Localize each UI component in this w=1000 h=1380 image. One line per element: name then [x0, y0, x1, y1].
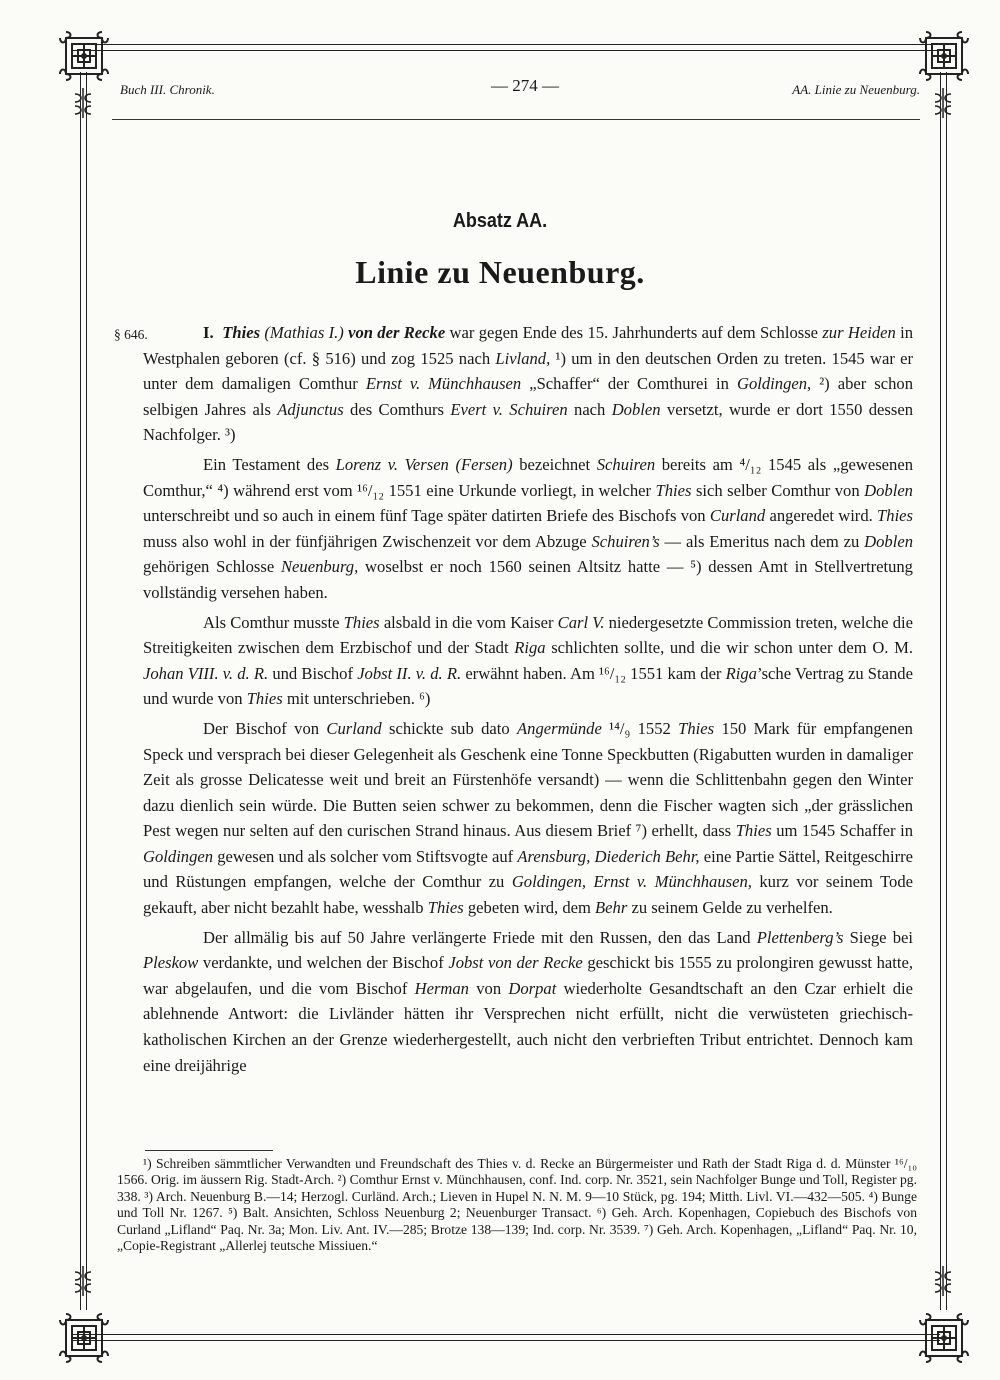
- side-ornament-icon: [70, 1264, 96, 1298]
- paragraph: Der Bischof von Curland schickte sub dato Angermünde ¹⁴/₉ 1552 Thies 150 Mark für empfangenen Speck und versprach bei dieser Gelegenheit als Geschenk eine Tonne Speckbutten (Rigabutten wurden in damaliger Zeit als grosse Delicatesse weit und breit an Fürstenhöfe versandt) — wenn die Schlittenbahn gegen den Winter dazu dienlich sein würde. Die Butten seien schwer zu bekommen, denn die Fischer wagten sich „der grässlichen Pest wegen nur selten auf den curischen Strand hinaus. Aus diesem Brief ⁷) erhellt, dass Thies um 1545 Schaffer in Goldingen gewesen und als solcher vom Stiftsvogte auf Arensburg, Diederich Behr, eine Partie Sättel, Reitgeschirre und Rüstungen empfangen, welche der Comthur zu Goldingen, Ernst v. Münchhausen, kurz vor seinem Tode gekauft, aber nicht bezahlt habe, wesshalb Thies gebeten wird, dem Behr zu seinem Gelde zu verhelfen.: [143, 718, 914, 918]
- section-mark: § 646.: [114, 327, 148, 342]
- side-ornament-icon: [70, 86, 96, 120]
- corner-ornament-icon: [52, 1306, 116, 1370]
- running-head-left: Buch III. Chronik.: [120, 82, 215, 97]
- side-ornament-icon: [930, 86, 956, 120]
- body-text: [143, 320, 913, 1082]
- frame-top-rule: [72, 44, 940, 51]
- chapter-title: Linie zu Neuenburg.: [355, 254, 645, 290]
- section-heading: Absatz AA.: [452, 210, 548, 232]
- paragraph: I. Thies (Mathias I.) von der Recke war gegen Ende des 15. Jahrhunderts auf dem Schlosse zur Heiden in Westphalen geboren (cf. § 516) und zog 1525 nach Livland, ¹) um in den deutschen Orden zu treten. 1545 war er unter dem damaligen Comthur Ernst v. Münchhausen „Schaffer“ der Comthurei in Goldingen, ²) aber schon selbigen Jahres als Adjunctus des Comthurs Evert v. Schuiren nach Doblen versetzt, wurde er dort 1550 dessen Nachfolger. ³): [143, 323, 913, 445]
- paragraph: Der allmälig bis auf 50 Jahre verlängerte Friede mit den Russen, den das Land Plettenberg’s Siege bei Pleskow verdankte, und welchen der Bischof Jobst von der Recke geschickt bis 1555 zu prolongiren gewusst hatte, war abgelaufen, und die vom Bischof Herman von Dorpat wiederholte Gesandtschaft an den Czar erhielt die ablehnende Antwort: die Livländer hätten ihr Versprechen nicht erfüllt, nicht die verwüsteten griechisch-katholischen Kirchen an der Grenze wiederhergestellt, auch nicht den verbrieften Tribut entrichtet. Dennoch kam eine dreijährige: [143, 927, 913, 1075]
- footnote-rule: [145, 1150, 273, 1151]
- running-head-right: AA. Linie zu Neuenburg.: [792, 82, 920, 97]
- corner-ornament-icon: [912, 1306, 976, 1370]
- side-ornament-icon: [930, 1264, 956, 1298]
- footnotes: ¹) Schreiben sämmtlicher Verwandten und Freundschaft des Thies v. d. Recke an Bürgermeister und Rath der Stadt Riga d. d. Münster ¹⁶/₁₀ 1566. Orig. im äussern Rig. Stadt-Arch. ²) Comthur Ernst v. Münchhausen, conf. Ind. corp. Nr. 3521, sein Nachfolger Bunge und Toll, Register pg. 338. ³) Arch. Neuenburg B.—14; Herzogl. Curländ. Arch.; Lieven in Hupel N. N. M. 9—10 Stück, pg. 194; Mitth. Livl. VI.—432—505. ⁴) Bunge und Toll Nr. 1267. ⁵) Balt. Ansichten, Schloss Neuenburg 2; Neuenburger Transact. ⁶) Geh. Arch. Kopenhagen, Copiebuch des Bischofs von Curland „Lifland“ Paq. Nr. 3a; Mon. Liv. Ant. IV.—285; Brotze 138—139; Ind. corp. Nr. 3539. ⁷) Geh. Arch. Kopenhagen, „Lifland“ Paq. Nr. 10, „Copie-Registrant „Allerlej teutsche Missiuen.“: [117, 1156, 917, 1254]
- running-head: [120, 76, 920, 106]
- page-number: — 274 —: [491, 76, 559, 95]
- paragraph: Als Comthur musste Thies alsbald in die vom Kaiser Carl V. niedergesetzte Commission treten, welche die Streitigkeiten zwischen dem Erzbischof und der Stadt Riga schlichten sollte, und die wir schon unter dem O. M. Johan VIII. v. d. R. und Bischof Jobst II. v. d. R. erwähnt haben. Am ¹⁶/₁₂ 1551 kam der Riga’sche Vertrag zu Stande und wurde von Thies mit unterschrieben. ⁶): [143, 612, 913, 709]
- corner-ornament-icon: [912, 24, 976, 88]
- corner-ornament-icon: [52, 24, 116, 88]
- header-rule: [112, 119, 920, 120]
- frame-bottom-rule: [72, 1334, 940, 1341]
- paragraph: Ein Testament des Lorenz v. Versen (Fersen) bezeichnet Schuiren bereits am ⁴/₁₂ 1545 als „gewesenen Comthur,“ ⁴) während erst vom ¹⁶/₁₂ 1551 eine Urkunde vorliegt, in welcher Thies sich selber Comthur von Doblen unterschreibt und so auch in einem fünf Tage später datirten Briefe des Bischofs von Curland angeredet wird. Thies muss also wohl in der fünfjährigen Zwischenzeit vor dem Abzuge Schuiren’s — als Emeritus nach dem zu Doblen gehörigen Schlosse Neuenburg, woselbst er noch 1560 seinen Altsitz hatte — ⁵) dessen Amt in Stellvertretung vollständig versehen haben.: [143, 454, 914, 602]
